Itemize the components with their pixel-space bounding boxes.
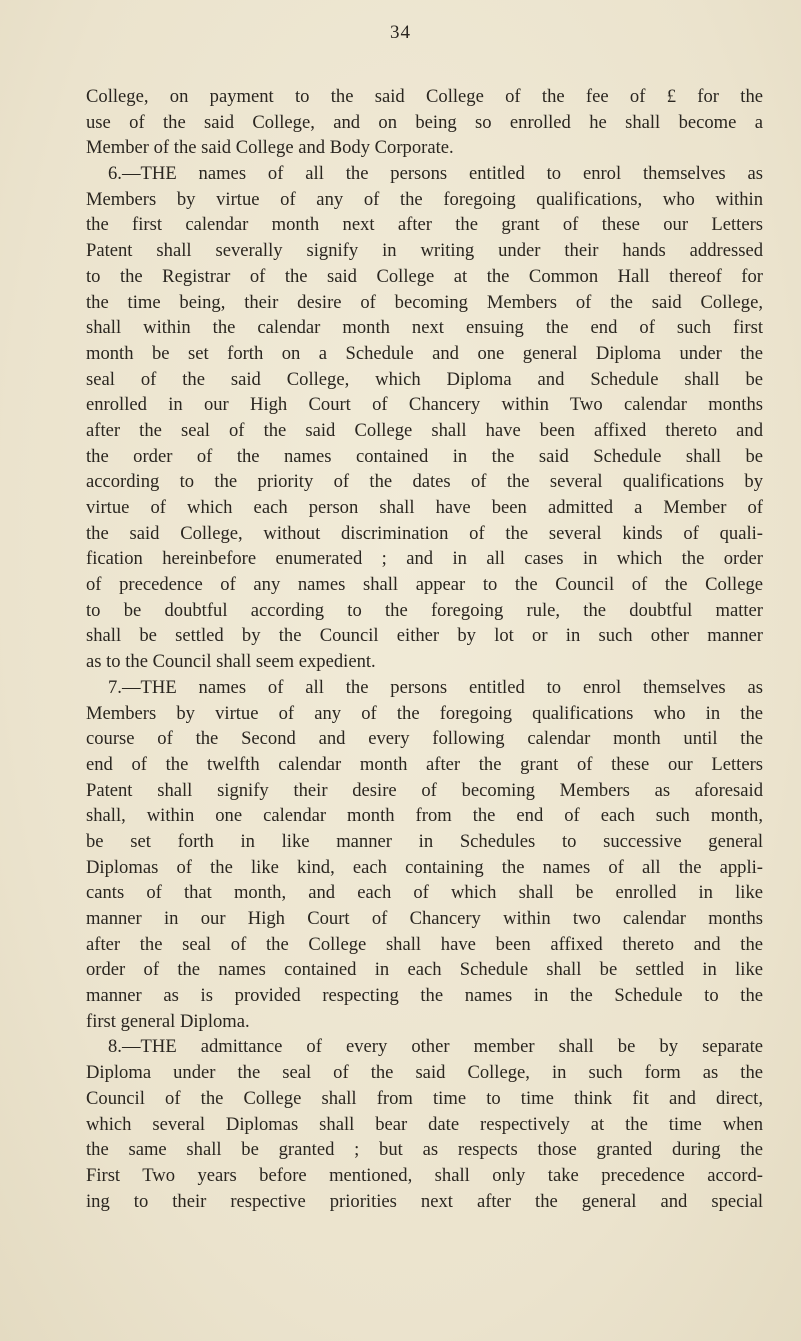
page-number: 34 [390, 22, 411, 43]
text-line: seal of the said College, which Diploma and Schedule shall be [86, 368, 763, 390]
text-line: which several Diplomas shall bear date respectively at the time when [86, 1113, 763, 1135]
text-line: the said College, without discrimination of the several kinds of quali- [86, 522, 763, 544]
text-line: according to the priority of the dates of the several qualifications by [86, 471, 763, 493]
text-line: Members by virtue of any of the foregoing qualifications, who within [86, 188, 763, 210]
text-line: Members by virtue of any of the foregoing qualifications who in the [86, 702, 763, 724]
text-line: course of the Second and every following calendar month until the [86, 728, 763, 750]
text-line: be set forth in like manner in Schedules to successive general [86, 830, 763, 852]
text-line: Member of the said College and Body Corporate. [86, 137, 454, 159]
text-line: month be set forth on a Schedule and one general Diploma under the [86, 342, 763, 364]
text-line: College, on payment to the said College of the fee of £ for the [86, 86, 763, 107]
text-line: after the seal of the College shall have been affixed thereto and the [86, 933, 763, 955]
text-line: end of the twelfth calendar month after the grant of these our Letters [86, 753, 763, 775]
text-line: use of the said College, and on being so enrolled he shall become a [86, 111, 763, 133]
body-text [86, 84, 763, 1214]
text-line: the same shall be granted ; but as respects those granted during the [86, 1139, 763, 1161]
text-line: first general Diploma. [86, 1010, 250, 1032]
text-line: the first calendar month next after the grant of these our Letters [86, 214, 763, 236]
text-line: Council of the College shall from time to time think fit and direct, [86, 1087, 763, 1109]
text-line: 8.—THE admittance of every other member shall be by separate [108, 1036, 763, 1058]
text-line: First Two years before mentioned, shall only take precedence accord- [86, 1164, 763, 1186]
text-line: virtue of which each person shall have been admitted a Member of [86, 497, 763, 518]
text-line: fication hereinbefore enumerated ; and in all cases in which the order [86, 548, 763, 570]
text-line: the time being, their desire of becoming Members of the said College, [86, 291, 763, 313]
text-line: to the Registrar of the said College at the Common Hall thereof for [86, 265, 763, 287]
text-line: shall within the calendar month next ensuing the end of such first [86, 317, 763, 339]
text-line: shall, within one calendar month from the end of each such month, [86, 805, 763, 827]
text-line: as to the Council shall seem expedient. [86, 651, 376, 673]
text-line: of precedence of any names shall appear to the Council of the College [86, 574, 763, 596]
text-line: ing to their respective priorities next after the general and special [86, 1190, 763, 1212]
text-line: to be doubtful according to the foregoing rule, the doubtful matter [86, 599, 763, 621]
text-line: Diplomas of the like kind, each containing the names of all the appli- [86, 856, 763, 878]
text-line: manner as is provided respecting the names in the Schedule to the [86, 985, 763, 1007]
text-line: after the seal of the said College shall have been affixed thereto and [86, 419, 763, 441]
text-line: Diploma under the seal of the said College, in such form as the [86, 1062, 763, 1084]
text-line: enrolled in our High Court of Chancery within Two calendar months [86, 394, 763, 416]
text-line: Patent shall signify their desire of becoming Members as aforesaid [86, 779, 763, 801]
text-line: shall be settled by the Council either by lot or in such other manner [86, 625, 763, 647]
text-line: manner in our High Court of Chancery within two calendar months [86, 908, 763, 929]
text-line: 7.—THE names of all the persons entitled to enrol themselves as [108, 676, 763, 698]
text-line: Patent shall severally signify in writing under their hands addressed [86, 240, 763, 262]
text-line: order of the names contained in each Schedule shall be settled in like [86, 959, 763, 981]
text-line: cants of that month, and each of which shall be enrolled in like [86, 882, 763, 904]
text-line: the order of the names contained in the said Schedule shall be [86, 445, 763, 467]
text-line: 6.—THE names of all the persons entitled to enrol themselves as [108, 163, 763, 185]
